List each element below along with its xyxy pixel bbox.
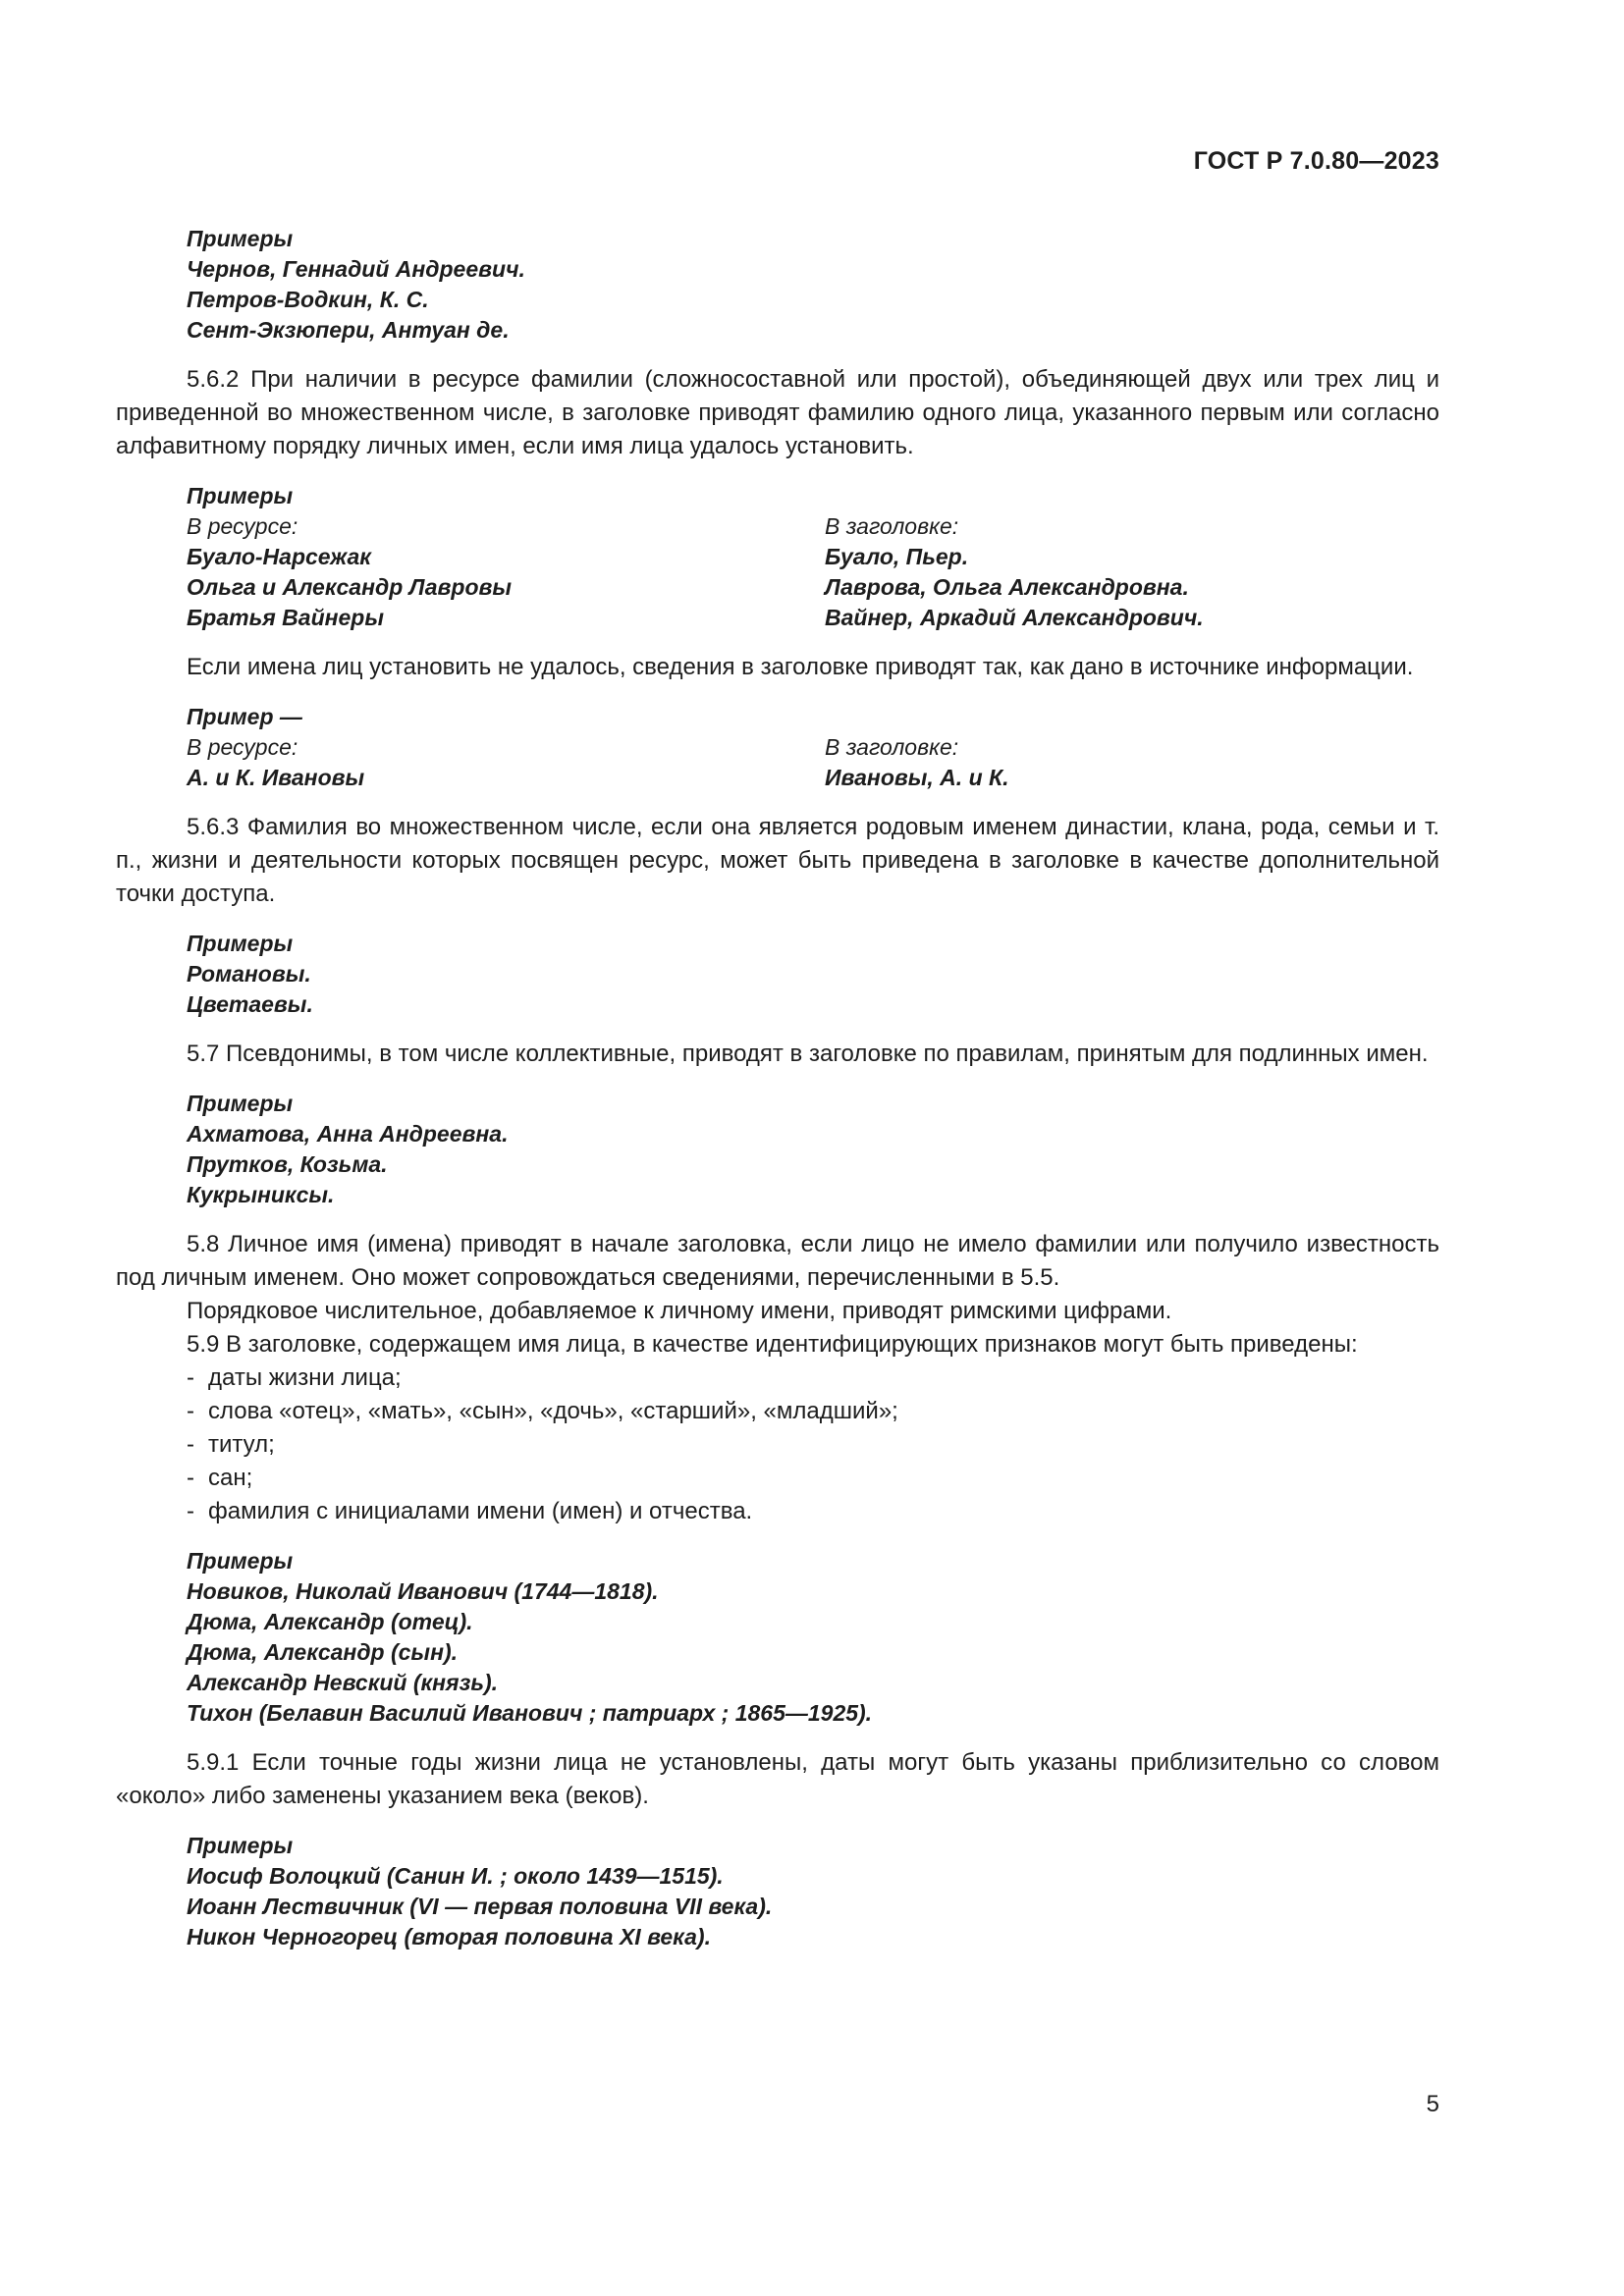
paragraph-5-7: 5.7 Псевдонимы, в том числе коллективные, приводят в заголовке по правилам, принятым для подлинных имен.	[187, 1041, 1429, 1067]
page-number: 5	[1426, 2091, 1439, 2117]
example-item: Чернов, Геннадий Андреевич.	[187, 256, 525, 282]
example-item: Тихон (Белавин Василий Иванович ; патриарх ; 1865—1925).	[187, 1700, 873, 1726]
example-item: Дюма, Александр (отец).	[187, 1609, 473, 1634]
example-item: Новиков, Николай Иванович (1744—1818).	[187, 1578, 659, 1604]
list-item-text: даты жизни лица;	[208, 1364, 402, 1391]
example-item: Никон Черногорец (вторая половина XI века).	[187, 1924, 711, 1949]
example-single-block	[116, 702, 1439, 793]
paragraph-5-6-2: 5.6.2 При наличии в ресурсе фамилии (сложносоставной или простой), объединяющей двух или трех лиц и приведенной во множественном числе, в заголовке приводят фамилию одного лица, указанного первым или согласно алфавитному порядку личных имен, если имя лица удалось установить.	[116, 366, 1439, 459]
list-item-text: сан;	[208, 1465, 253, 1491]
example-row	[187, 572, 1439, 603]
paragraph-if-names: Если имена лиц установить не удалось, сведения в заголовке приводят так, как дано в источнике информации.	[187, 654, 1414, 680]
identifying-features-list	[116, 1362, 1439, 1528]
example-item: Иосиф Волоцкий (Санин И. ; около 1439—1515).	[187, 1863, 724, 1889]
list-item: - сан;	[187, 1465, 253, 1491]
example-row	[187, 763, 1439, 793]
examples-block	[116, 1546, 1439, 1729]
list-item: - даты жизни лица;	[187, 1364, 402, 1391]
paragraph-5-6-3: 5.6.3 Фамилия во множественном числе, если она является родовым именем династии, клана, рода, семьи и т. п., жизни и деятельности которых посвящен ресурс, может быть приведена в заголовке в качестве дополнительной точки доступа.	[116, 814, 1439, 907]
examples-header-row	[187, 732, 1439, 763]
examples-title: Примеры	[187, 483, 294, 508]
example-heading: Буало, Пьер.	[825, 544, 969, 569]
example-heading: Лаврова, Ольга Александровна.	[825, 574, 1189, 600]
col-label-resource: В ресурсе:	[187, 734, 298, 760]
example-heading: Ивановы, А. и К.	[825, 765, 1009, 790]
example-resource: Буало-Нарсежак	[187, 544, 371, 569]
list-item-text: титул;	[208, 1431, 275, 1458]
standard-code-header: ГОСТ Р 7.0.80—2023	[1193, 147, 1439, 175]
example-item: Иоанн Лествичник (VI — первая половина VII века).	[187, 1894, 773, 1919]
paragraph-5-9-1: 5.9.1 Если точные годы жизни лица не установлены, даты могут быть указаны приблизительно со словом «около» либо заменены указанием века (веков).	[116, 1749, 1439, 1809]
examples-title: Примеры	[187, 1548, 294, 1574]
examples-table-block	[116, 481, 1439, 633]
example-item: Кукрыниксы.	[187, 1182, 335, 1207]
example-row	[187, 603, 1439, 633]
list-item: - слова «отец», «мать», «сын», «дочь», «старший», «младший»;	[187, 1398, 898, 1424]
example-row	[187, 542, 1439, 572]
example-item: Сент-Экзюпери, Антуан де.	[187, 317, 510, 343]
example-item: Ахматова, Анна Андреевна.	[187, 1121, 509, 1147]
example-resource: Ольга и Александр Лавровы	[187, 574, 513, 600]
example-resource: А. и К. Ивановы	[187, 765, 365, 790]
list-item: - титул;	[187, 1431, 275, 1458]
examples-block	[116, 1089, 1439, 1210]
examples-title: Примеры	[187, 226, 294, 251]
example-heading: Вайнер, Аркадий Александрович.	[825, 605, 1204, 630]
col-label-heading: В заголовке:	[825, 734, 959, 760]
paragraph-5-9: 5.9 В заголовке, содержащем имя лица, в качестве идентифицирующих признаков могут быть приведены:	[187, 1331, 1358, 1358]
example-item: Дюма, Александр (сын).	[187, 1639, 459, 1665]
list-item: - фамилия с инициалами имени (имен) и отчества.	[187, 1498, 753, 1524]
examples-block	[116, 929, 1439, 1020]
example-item: Александр Невский (князь).	[187, 1670, 499, 1695]
col-label-resource: В ресурсе:	[187, 513, 298, 539]
example-item: Петров-Водкин, К. С.	[187, 287, 429, 312]
paragraph-5-8: 5.8 Личное имя (имена) приводят в начале заголовка, если лицо не имело фамилии или получило известность под личным именем. Оно может сопровождаться сведениями, перечисленными в 5.5.	[116, 1231, 1439, 1291]
col-label-heading: В заголовке:	[825, 513, 959, 539]
list-item-text: слова «отец», «мать», «сын», «дочь», «старший», «младший»;	[208, 1398, 898, 1424]
examples-title: Примеры	[187, 1833, 294, 1858]
example-item: Прутков, Козьма.	[187, 1151, 388, 1177]
example-resource: Братья Вайнеры	[187, 605, 384, 630]
example-title: Пример —	[187, 704, 302, 729]
paragraph-5-8-ordinal: Порядковое числительное, добавляемое к личному имени, приводят римскими цифрами.	[187, 1298, 1172, 1324]
example-item: Романовы.	[187, 961, 311, 987]
examples-title: Примеры	[187, 931, 294, 956]
examples-block	[116, 224, 1439, 346]
examples-header-row	[187, 511, 1439, 542]
page-content	[116, 224, 1439, 1952]
example-item: Цветаевы.	[187, 991, 313, 1017]
list-item-text: фамилия с инициалами имени (имен) и отчества.	[208, 1498, 753, 1524]
examples-title: Примеры	[187, 1091, 294, 1116]
examples-block	[116, 1831, 1439, 1952]
